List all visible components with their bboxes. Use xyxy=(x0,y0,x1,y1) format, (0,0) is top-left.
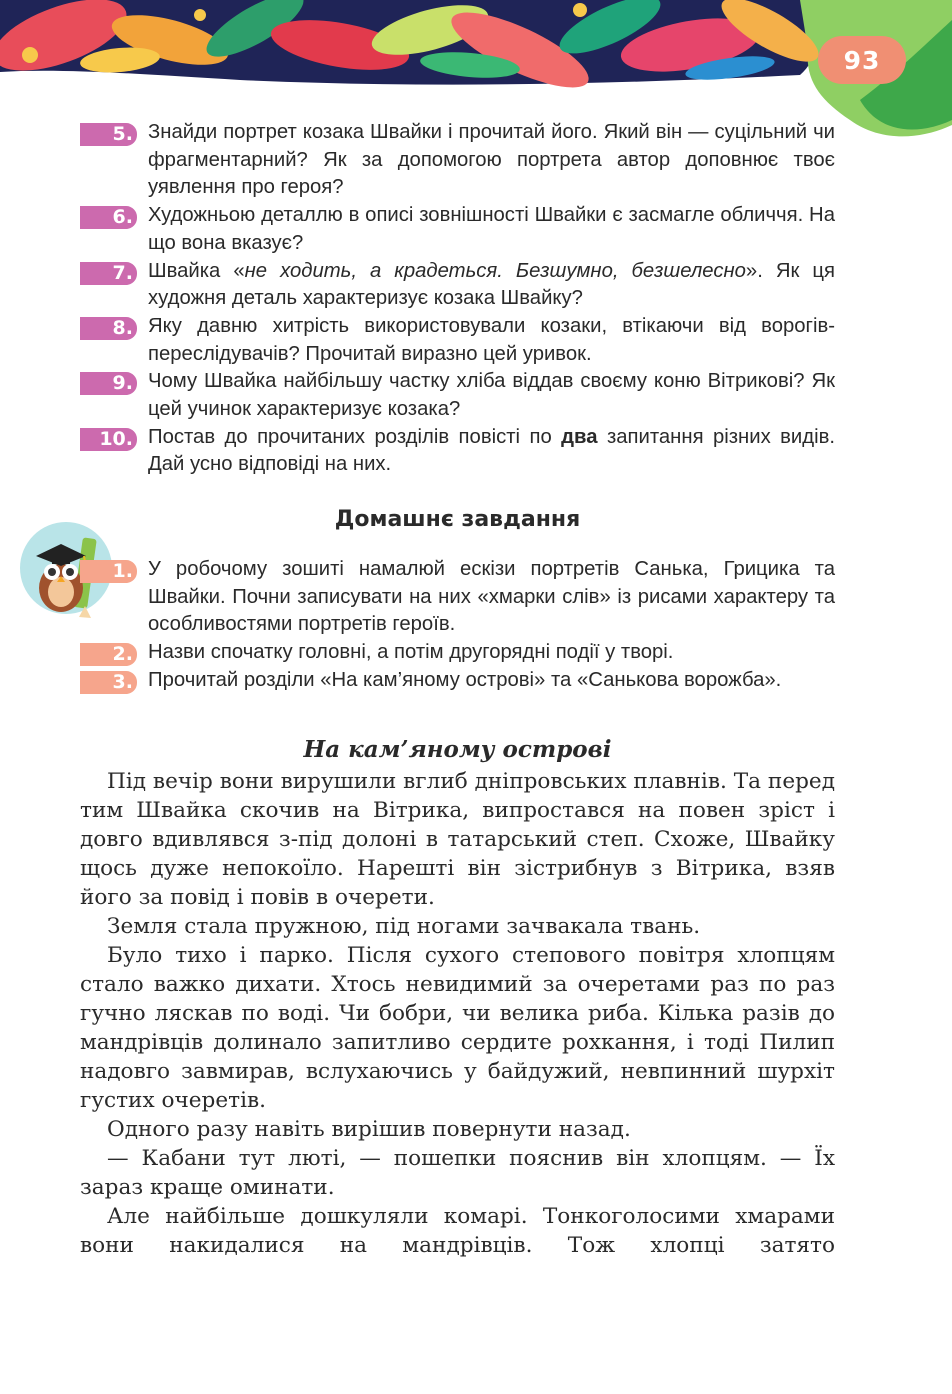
question-number-badge: 9. xyxy=(80,372,137,395)
question-item xyxy=(80,258,835,313)
question-item xyxy=(80,313,835,368)
story-paragraph: Але найбільше дошкуляли комарі. Тонкоголосими хмарами вони накидалися на мандрівців. Тож хлопці затято xyxy=(80,1204,835,1258)
question-item xyxy=(80,368,835,423)
homework-item xyxy=(80,667,835,695)
story-paragraph: Одного разу навіть вирішив повернути назад. xyxy=(107,1117,631,1142)
homework-number-badge: 3. xyxy=(80,671,137,694)
question-number-badge: 7. xyxy=(80,262,137,285)
story-text xyxy=(80,767,835,1260)
page-number-badge: 93 xyxy=(818,36,906,84)
homework-list xyxy=(80,556,835,695)
homework-title: Домашнє завдання xyxy=(334,507,581,532)
story-title: На кам’яному острові xyxy=(303,736,612,763)
question-number-badge: 10. xyxy=(80,428,137,451)
question-text: Знайди портрет козака Швайки і прочитай його. Який він — суцільний чи фрагментарний? Як за допомогою портрета автор доповнює твоє уявлення про героя? xyxy=(148,121,835,199)
story-paragraph: Під вечір вони вирушили вглиб дніпровських плавнів. Та перед тим Швайка скочив на Вітрика, випростався на повен зріст і довго вдивлявся з-під долоні в татарський степ. Схоже, Швайку щось дуже непокоїло. Нарешті він зістрибнув з Вітрика, взяв його за повід і повів в очерети. xyxy=(80,769,835,910)
question-text: Яку давню хитрість використовували козаки, втікаючи від ворогів-переслідувачів? Прочитай виразно цей уривок. xyxy=(148,314,835,365)
homework-item xyxy=(80,639,835,667)
homework-text: У робочому зошиті намалюй ескізи портретів Санька, Грицика та Швайки. Почни записувати на них «хмарки слів» із рисами характеру та особливостями портретів героїв. xyxy=(148,558,835,636)
story-paragraph: Земля стала пружною, під ногами зачвакала твань. xyxy=(107,914,701,939)
story-paragraph: Було тихо і парко. Після сухого степового повітря хлопцям стало важко дихати. Хтось невидимий за очеретами раз по раз гучно ляскав по воді. Чи бобри, чи велика риба. Кілька разів до мандрівців долинало запитливо сердите рохкання, і тоді Пилип надовго завмирав, вслухаючись у байдужий, невпинний шурхіт густих очеретів. xyxy=(80,943,835,1113)
question-text: Художньою деталлю в описі зовнішності Швайки є засмагле обличчя. На що вона вказує? xyxy=(148,204,835,254)
homework-text: Прочитай розділи «На кам’яному острові» та «Санькова ворожба». xyxy=(148,668,782,691)
question-item xyxy=(80,424,835,479)
homework-number-badge: 1. xyxy=(80,560,137,583)
question-item xyxy=(80,202,835,257)
homework-text: Назви спочатку головні, а потім другорядні події у творі. xyxy=(148,641,674,664)
story-paragraph: — Кабани тут люті, — пошепки пояснив він хлопцям. — Їх зараз краще оминати. xyxy=(80,1146,835,1200)
question-text: Чому Швайка найбільшу частку хліба віддав своєму коню Вітрикові? Як цей учинок характеризує козака? xyxy=(148,370,835,421)
question-text: Постав до прочитаних розділів повісті по два запитання різних видів. Дай усно відповіді на них. xyxy=(148,425,836,476)
homework-item xyxy=(80,556,835,639)
question-item xyxy=(80,119,835,202)
question-number-badge: 6. xyxy=(80,206,137,229)
questions-list xyxy=(80,119,835,479)
homework-number-badge: 2. xyxy=(80,643,137,666)
question-number-badge: 5. xyxy=(80,123,137,146)
question-text: Швайка «не ходить, а крадеться. Безшумно, безшелесно». Як ця художня деталь характеризує козака Швайку? xyxy=(148,259,835,310)
question-number-badge: 8. xyxy=(80,317,137,340)
